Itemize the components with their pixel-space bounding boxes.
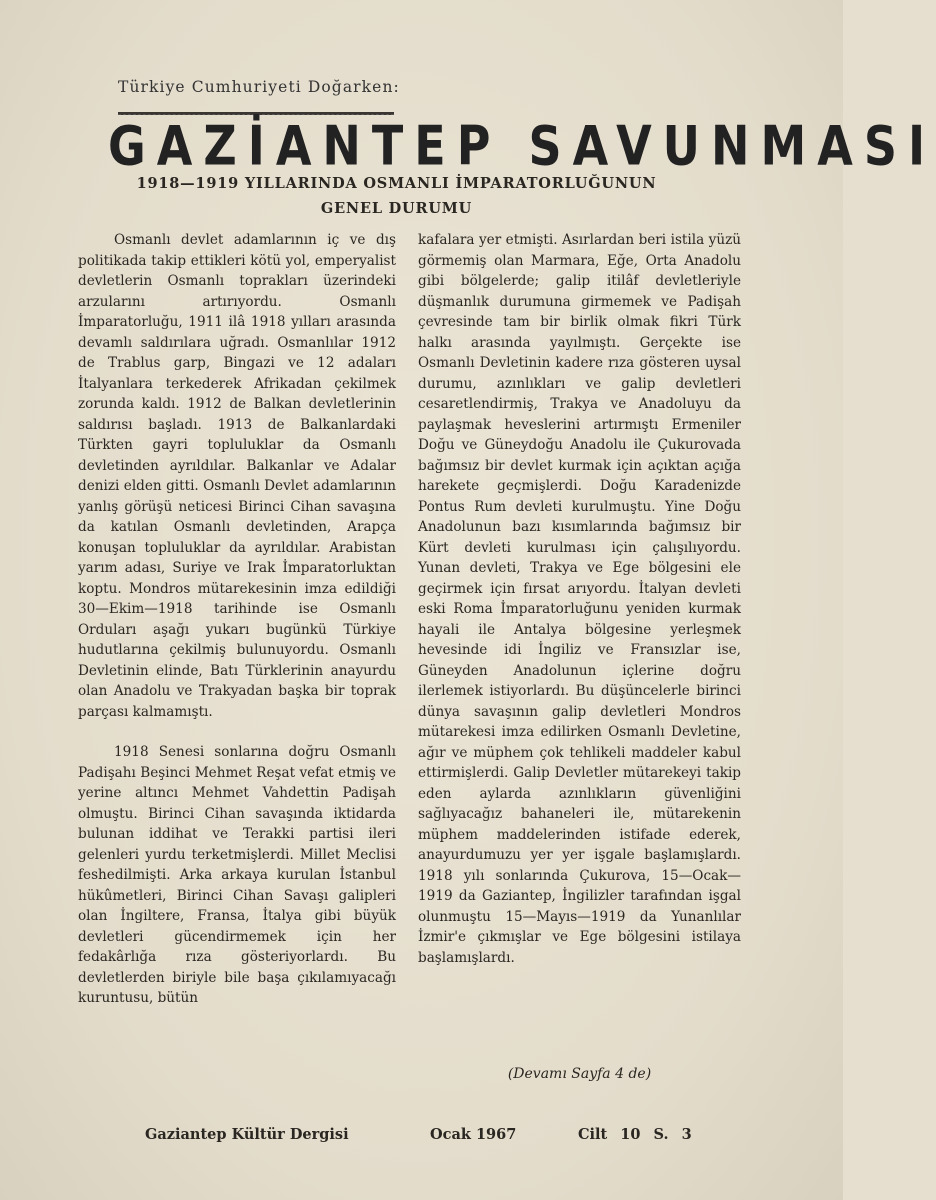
- footer-magazine-name: Gaziantep Kültür Dergisi: [145, 1126, 349, 1143]
- paragraph: Osmanlı devlet adamlarının iç ve dış politikada takip ettikleri kötü yol, emperyalist devletlerin Osmanlı toprakları üzerindeki arzularını artırıyordu. Osmanlı İmparatorluğu, 1911 ilâ 1918 yılları arasında devamlı saldırılara uğradı. Osmanlılar 1912 de Trablus garp, Bingazi ve 12 adaları İtalyanlara terkederek Afrikadan çekilmek zorunda kaldı. 1912 de Balkan devletlerinin saldırısı başladı. 1913 de Balkanlardaki Türkten gayri topluluklar da Osmanlı devletinden ayrıldılar. Balkanlar ve Adalar denizi elden gitti. Osmanlı Devlet adamlarının yanlış görüşü neticesi Birinci Cihan savaşına da katılan Osmanlı devletinden, Arapça konuşan topluluklar da ayrıldılar. Arabistan yarım adası, Suriye ve Irak İmparatorluktan koptu. Mondros mütarekesinin imza edildiği 30—Ekim—1918 tarihinde ise Osmanlı Orduları aşağı yukarı bugünkü Türkiye hudutlarına çekilmiş bulunuyordu. Osmanlı Devletinin elinde, Batı Türklerinin anayurdu olan Anadolu ve Trakyadan başka bir toprak parçası kalmamıştı.: [78, 232, 396, 720]
- right-column: [418, 230, 741, 968]
- article-title: GAZİANTEP SAVUNMASI: [108, 114, 936, 178]
- left-column: [78, 230, 396, 1009]
- footer-date: Ocak 1967: [430, 1126, 517, 1143]
- paragraph: kafalara yer etmişti. Asırlardan beri istila yüzü görmemiş olan Marmara, Eğe, Orta Anadolu gibi bölgelerde; galip itilâf devletleriyle düşmanlık durumuna girmemek ve Padişah çevresinde tam bir birlik olmak fikri Türk halkı arasında yayılmıştı. Gerçekte ise Osmanlı Devletinin kadere rıza gösteren uysal durumu, azınlıkları ve galip devletleri cesaretlendirmiş, Trakya ve Anadoluyu da paylaşmak heveslerini artırmıştı Ermeniler Doğu ve Güneydoğu Anadolu ile Çukurovada bağımsız bir devlet kurmak için açıktan açığa harekete geçmişlerdi. Doğu Karadenizde Pontus Rum devleti kurulmuştu. Yine Doğu Anadolunun bazı kısımlarında bağımsız bir Kürt devleti kurulması için çalışılıyordu. Yunan devleti, Trakya ve Ege bölgesini ele geçirmek için fırsat arıyordu. İtalyan devleti eski Roma İmparatorluğunu yeniden kurmak hayali ile Antalya bölgesine yerleşmek hevesinde idi İngiliz ve Fransızlar ise, Güneyden Anadolunun içlerine doğru ilerlemek istiyorlardı. Bu düşüncelerle birinci dünya savaşının galip devletleri Mondros mütarekesi imza edilirken Osmanlı Devletine, ağır ve müphem çok tehlikeli maddeler kabul ettirmişlerdi. Galip Devletler mütarekeyi takip eden aylarda azınlıkların güvenliğini sağlıyacağız bahaneleri ile, mütarekenin müphem maddelerinden istifade ederek, anayurdumuzu yer yer işgale başlamışlardı. 1918 yılı sonlarında Çukurova, 15—Ocak—1919 da Gaziantep, İngilizler tarafından işgal olunmuştu 15—Mayıs—1919 da Yunanlılar İzmir'e çıkmışlar ve Ege bölgesini istilaya başlamışlardı.: [418, 232, 741, 966]
- article-subtitle-line1: 1918—1919 YILLARINDA OSMANLI İMPARATORLUĞUNUN: [136, 175, 657, 192]
- paragraph: 1918 Senesi sonlarına doğru Osmanlı Padişahı Beşinci Mehmet Reşat vefat etmiş ve yerine altıncı Mehmet Vahdettin Padişah olmuştu. Birinci Cihan savaşında iktidarda bulunan iddihat ve Terakki partisi ileri gelenleri yurdu terketmişlerdi. Millet Meclisi feshedilmişti. Arka arkaya kurulan İstanbul hükûmetleri, Birinci Cihan Savaşı galipleri olan İngiltere, Fransa, İtalya gibi büyük devletleri gücendirmemek için her fedakârlığa rıza gösteriyorlardı. Bu devletlerden biriyle bile başa çıkılamıyacağı kuruntusu, bütün: [78, 744, 396, 1006]
- continued-note: (Devamı Sayfa 4 de): [507, 1066, 652, 1082]
- section-kicker: Türkiye Cumhuriyeti Doğarken:: [118, 78, 400, 96]
- article-subtitle-line2: GENEL DURUMU: [320, 200, 473, 217]
- footer-volume-issue: Cilt 10 S. 3: [578, 1126, 692, 1143]
